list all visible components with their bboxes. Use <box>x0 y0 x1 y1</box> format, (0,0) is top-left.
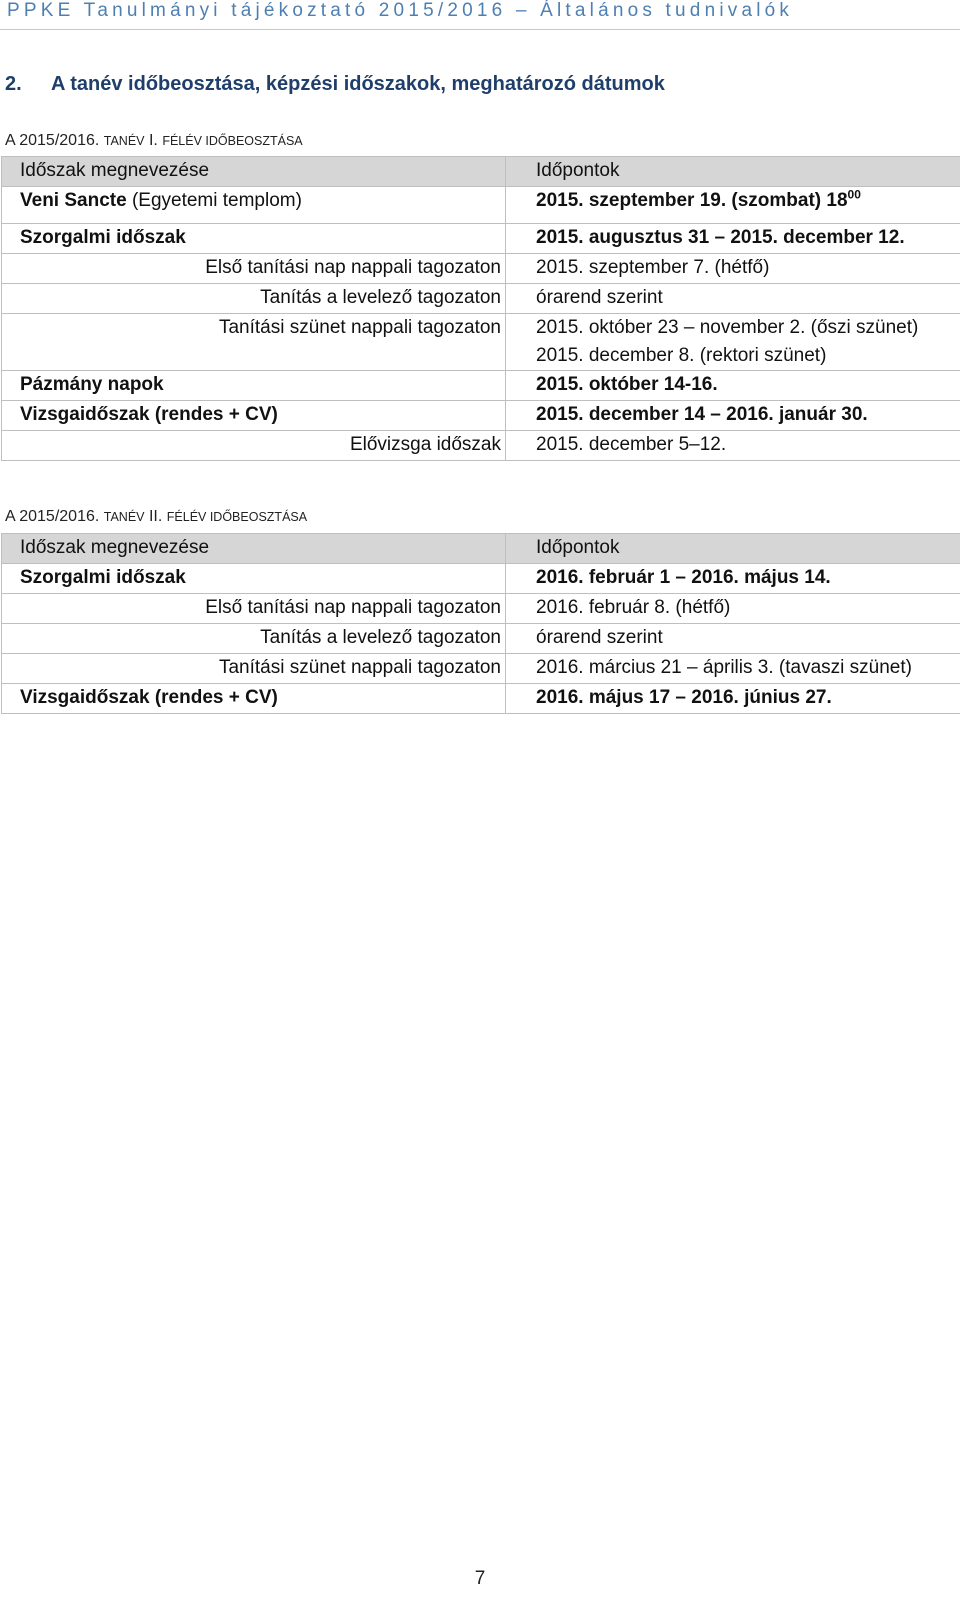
table-row: Szorgalmi időszak 2015. augusztus 31 – 2015. december 12. <box>2 224 960 254</box>
table-row: Első tanítási nap nappali tagozaton 2016. február 8. (hétfő) <box>2 594 960 624</box>
running-header <box>7 0 953 22</box>
table-row: Tanítás a levelező tagozaton órarend szerint <box>2 284 960 314</box>
table-row: Pázmány napok 2015. október 14-16. <box>2 371 960 401</box>
table-header-row <box>2 534 960 564</box>
table-row: Tanítási szünet nappali tagozaton 2016. március 21 – április 3. (tavaszi szünet) <box>2 654 960 684</box>
semester1-table <box>1 156 960 461</box>
table-row: Szorgalmi időszak 2016. február 1 – 2016. május 14. <box>2 564 960 594</box>
semester2-table <box>1 533 960 714</box>
semester1-caption: A 2015/2016. TANÉV I. FÉLÉV IDŐBEOSZTÁSA <box>5 132 303 149</box>
table-row: Tanítás a levelező tagozaton órarend szerint <box>2 624 960 654</box>
table-header-row <box>2 157 960 187</box>
column-header-period: Időszak megnevezése <box>2 157 506 187</box>
page-number: 7 <box>474 1568 486 1589</box>
column-header-dates: Időpontok <box>506 157 960 187</box>
header-divider <box>0 29 960 30</box>
table-row: Vizsgaidőszak (rendes + CV) 2016. május 17 – 2016. június 27. <box>2 684 960 714</box>
table-row: Első tanítási nap nappali tagozaton 2015. szeptember 7. (hétfő) <box>2 254 960 284</box>
section-heading <box>5 73 665 96</box>
table-row: Tanítási szünet nappali tagozaton 2015. október 23 – november 2. (őszi szünet) 2015. december 8. (rektori szünet) <box>2 314 960 371</box>
table-row: Elővizsga időszak 2015. december 5–12. <box>2 431 960 461</box>
table-row: Vizsgaidőszak (rendes + CV) 2015. december 14 – 2016. január 30. <box>2 401 960 431</box>
section-number: 2. <box>5 73 22 95</box>
column-header-dates: Időpontok <box>506 534 960 564</box>
running-header-text: PPKE Tanulmányi tájékoztató 2015/2016 – Általános tudnivalók <box>7 0 794 21</box>
section-title-text: A tanév időbeosztása, képzési időszakok, meghatározó dátumok <box>51 73 665 95</box>
table-row: Veni Sancte (Egyetemi templom) 2015. szeptember 19. (szombat) $18^{00}$ <box>2 187 960 224</box>
column-header-period: Időszak megnevezése <box>2 534 506 564</box>
semester2-caption: A 2015/2016. TANÉV II. FÉLÉV IDŐBEOSZTÁSA <box>5 508 308 525</box>
